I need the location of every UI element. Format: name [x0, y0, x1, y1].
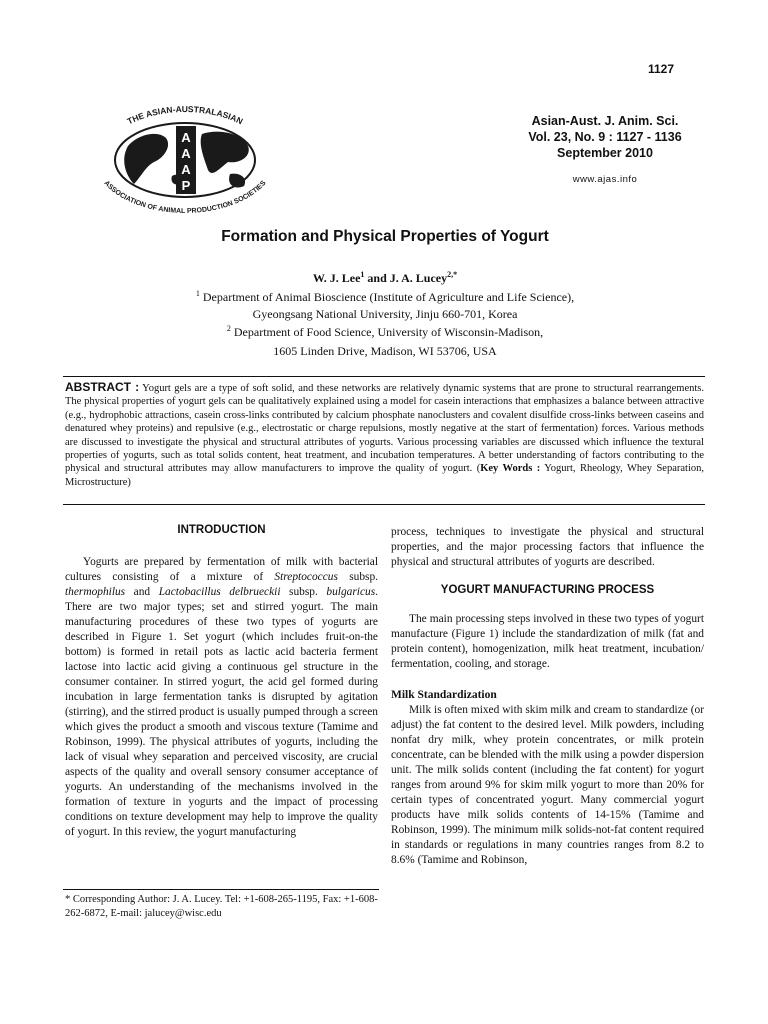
keywords: Yogurt, Rheology, Whey Separation, Microstructure) [65, 463, 704, 488]
abstract [65, 381, 704, 489]
association-logo [80, 98, 290, 218]
keywords-heading: Key Words : [480, 463, 541, 475]
affiliation-1-line-2: Gyeongsang National University, Jinju 660-701, Korea [252, 307, 518, 321]
affiliation-2-line-1: $^2$ Department of Food Science, University of Wisconsin-Madison, [226, 324, 544, 339]
abstract-heading: ABSTRACT : [65, 380, 140, 394]
journal-volume: Vol. 23, No. 9 : 1127 - 1136 [528, 130, 682, 144]
author-2-name: J. A. Lucey [389, 271, 448, 285]
abstract-text: Yogurt gels are a type of soft solid, and these networks are relatively dynamic systems that are prone to structural rearrangements. The physical properties of yogurt gels can be qualitatively explained using a model for casein interactions that emphasizes a balance between attractive (e.g., hydrophobic attractions, casein cross-links contributed by calcium phosphate nanoclusters and covalent disulfide cross-links between caseins and denatured whey proteins) and repulsive (e.g., electrostatic or charge repulsions, mostly negative at the start of fermentation) forces. Various methods are discussed to investigate the physical and structural attributes of yogurts. Various processing variables are discussed which influence the textural properties of yogurts, such as total solids content, heat treatment, and incubation temperatures. A better understanding of factors contributing to the physical and structural attributes may allow manufacturers to improve the quality of yogurt. ( [65, 383, 704, 475]
corresponding-asterisk: * [453, 270, 458, 279]
author-1-affiliation-mark: 1 [360, 270, 365, 279]
journal-name: Asian-Aust. J. Anim. Sci. [531, 114, 679, 128]
author-2-affiliation-mark: 2,* [447, 270, 458, 279]
abstract-bottom-rule [63, 504, 705, 505]
logo-ring-text-top: THE ASIAN-AUSTRALASIAN [125, 103, 245, 127]
introduction-paragraph: Yogurts are prepared by fermentation of milk with bacterial cultures consisting of a mixture of Streptococcus subsp. thermophilus and Lactobacillus delbrueckii subsp. bulgaricus. There are two major types; set and stirred yogurt. The main manufacturing procedures of these two types of yogurts are described in Figure 1. Set yogurt (which includes fruit-on-the bottom) is formed in retail pots as lactic acid bacteria ferment lactose into lactic acid giving a continuous gel structure in the consumer container. In stirred yogurt, the acid gel formed during incubation in large fermentation tanks is disrupted by agitation (stirring), and the stirred product is usually pumped through a screen which gives the product a smooth and viscous texture (Tamime and Robinson, 1999). The physical attributes of yogurts, including the lack of visual whey separation and perceived viscosity, are crucial aspects of the quality and overall sensory consumer acceptance of yogurts. An understanding of the mechanisms involved in the formation of texture in yogurts and the impact of processing conditions on texture development may help to improve the quality of yogurt. In this review, the yogurt manufacturing [65, 556, 378, 838]
author-conjunction: and [364, 271, 390, 285]
affiliation-2-mark: 2 [226, 324, 231, 333]
species-thermophilus: thermophilus [65, 586, 126, 598]
milk-standardization-heading: Milk Standardization [391, 689, 497, 701]
corresponding-author-footnote: * Corresponding Author: J. A. Lucey. Tel: +1-608-265-1195, Fax: +1-608-262-6872, E-mail: jalucey@wisc.edu [65, 894, 378, 919]
right-column [391, 525, 704, 868]
manufacturing-process-heading: YOGURT MANUFACTURING PROCESS [440, 584, 655, 596]
author-1-name: W. J. Lee [312, 271, 361, 285]
journal-website-link[interactable]: www.ajas.info [572, 174, 638, 185]
article-title: Formation and Physical Properties of Yogurt [221, 228, 549, 245]
introduction-heading: INTRODUCTION [177, 524, 266, 536]
species-streptococcus: Streptococcus [274, 571, 338, 583]
logo-ring-text-bottom: ASSOCIATION OF ANIMAL PRODUCTION SOCIETIES [102, 179, 268, 216]
logo-letter-a2: A [181, 146, 191, 161]
species-lactobacillus: Lactobacillus delbrueckii [158, 586, 281, 598]
abstract-top-rule [63, 376, 705, 377]
logo-letter-a3: A [181, 162, 191, 177]
affiliation-1-line-1: $^1$ Department of Animal Bioscience (Institute of Agriculture and Life Science), [195, 289, 575, 304]
affiliation-1-mark: 1 [195, 289, 200, 298]
journal-citation [500, 113, 710, 161]
logo-letter-a1: A [181, 130, 191, 145]
milk-standardization-paragraph: Milk is often mixed with skim milk and cream to standardize (or adjust) the fat content to the desired level. Milk powders, including nonfat dry milk, whey protein concentrates, or milk protein concentrate, can be blended with the milk using a powder dispersion unit. The milk solids content (including the fat content) for yogurt ranges from around 9% for skim milk yogurt to more than 20% for certain types of concentrated yogurt. Many commercial yogurt products have milk solids contents of 14-15% (Tamime and Robinson, 1999). The minimum milk solids-not-fat content required in standards or regulations in many countries ranges from 8.2 to 8.6% (Tamime and Robinson, [391, 704, 704, 866]
logo-letter-p: P [181, 178, 191, 193]
manufacturing-process-paragraph: The main processing steps involved in these two types of yogurt manufacture (Figure 1) include the standardization of milk (fat and protein content), homogenization, milk heat treatment, incubation/ fermentation, cooling, and storage. [391, 613, 704, 670]
footnote-rule [63, 889, 379, 890]
journal-date: September 2010 [557, 146, 653, 160]
globe-logo-icon [80, 98, 290, 218]
left-column [65, 523, 378, 840]
page-number: 1127 [647, 62, 674, 76]
author-line [160, 271, 610, 286]
affiliation-2-line-2: 1605 Linden Drive, Madison, WI 53706, USA [273, 344, 497, 358]
species-bulgaricus: bulgaricus [326, 586, 376, 598]
introduction-continuation: process, techniques to investigate the physical and structural properties, and the major processing factors that influence the physical and structural attributes of yogurts are described. [391, 526, 704, 568]
